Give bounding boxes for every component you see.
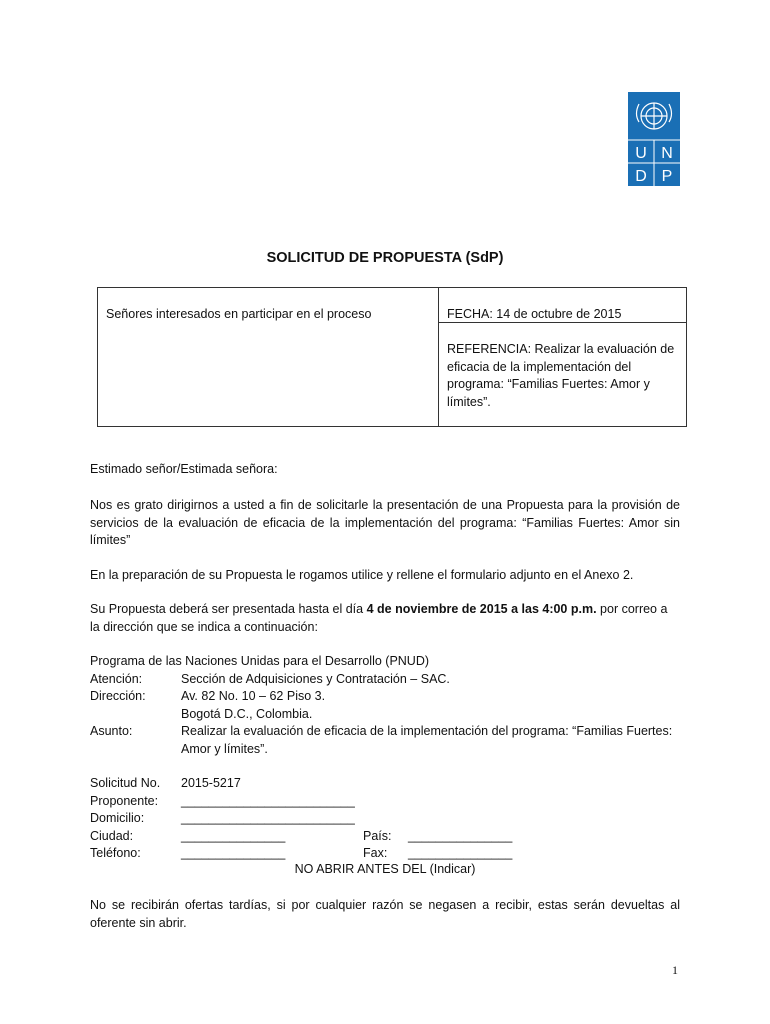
address-block — [90, 653, 690, 758]
proponente-label: Proponente: — [90, 793, 159, 808]
document-title: SOLICITUD DE PROPUESTA (SdP) — [266, 250, 504, 266]
no-abrir-notice: NO ABRIR ANTES DEL (Indicar) — [294, 862, 476, 876]
domicilio-label: Domicilio: — [90, 811, 145, 825]
domicilio-field[interactable]: _________________________ — [181, 811, 355, 825]
deadline-date: 4 de noviembre de 2015 a las 4:00 p.m. — [366, 602, 597, 616]
logo-letter-p: P — [661, 168, 673, 185]
instructions-paragraph: En la preparación de su Propuesta le rogamos utilice y rellene el formulario adjunto en el Anexo 2. — [90, 568, 634, 582]
fax-field[interactable]: _______________ — [408, 846, 513, 860]
pais-field[interactable]: _______________ — [408, 828, 513, 843]
reference-text: REFERENCIA: Realizar la evaluación de eficacia de la implementación del programa: “Familias Fuertes: Amor y límites”. — [447, 342, 675, 409]
fax-label: Fax: — [363, 846, 388, 860]
direccion-line2: Bogotá D.C., Colombia. — [181, 706, 313, 721]
salutation: Estimado señor/Estimada señora: — [90, 462, 278, 476]
telefono-field[interactable]: _______________ — [181, 846, 286, 860]
intro-paragraph: Nos es grato dirigirnos a usted a fin de solicitarle la presentación de una Propuesta para la provisión de servicios de la evaluación de eficacia de la implementación del programa: “Familias Fuertes: Amor sin límites” — [90, 498, 680, 547]
late-offers-paragraph: No se recibirán ofertas tardías, si por cualquier razón se negasen a recibir, estas serán devueltas al oferente sin abrir. — [90, 898, 680, 930]
date-text: FECHA: 14 de octubre de 2015 — [447, 307, 622, 321]
atencion-label: Atención: — [90, 671, 143, 686]
recipients-cell — [98, 288, 439, 426]
logo-letter-n: N — [661, 145, 673, 162]
org-name: Programa de las Naciones Unidas para el Desarrollo (PNUD) — [90, 654, 430, 668]
atencion-value: Sección de Adquisiciones y Contratación – SAC. — [181, 671, 450, 686]
direccion-line1: Av. 82 No. 10 – 62 Piso 3. — [181, 689, 326, 703]
deadline-paragraph — [90, 601, 680, 636]
asunto-value: Realizar la evaluación de eficacia de la implementación del programa: “Familias Fuertes: Amor y límites”. — [181, 724, 673, 756]
proposer-form — [90, 775, 690, 863]
page-number: 1 — [672, 963, 678, 977]
table-divider — [439, 322, 686, 323]
solicitud-label: Solicitud No. — [90, 776, 161, 790]
logo-letter-d: D — [635, 168, 647, 185]
telefono-label: Teléfono: — [90, 846, 141, 860]
deadline-text-after: por correo a la dirección que se indica a continuación: — [90, 602, 668, 634]
ciudad-field[interactable]: _______________ — [181, 828, 286, 843]
asunto-label: Asunto: — [90, 724, 133, 738]
recipients-text: Señores interesados en participar en el proceso — [106, 307, 372, 321]
proponente-field[interactable]: _________________________ — [181, 793, 355, 808]
direccion-label: Dirección: — [90, 689, 146, 703]
solicitud-value: 2015-5217 — [181, 776, 241, 790]
ciudad-label: Ciudad: — [90, 828, 134, 843]
undp-logo — [628, 92, 680, 186]
deadline-text-before: Su Propuesta deberá ser presentada hasta el día — [90, 602, 367, 616]
header-table — [97, 287, 687, 427]
pais-label: País: — [363, 828, 392, 843]
logo-letter-u: U — [635, 145, 647, 162]
